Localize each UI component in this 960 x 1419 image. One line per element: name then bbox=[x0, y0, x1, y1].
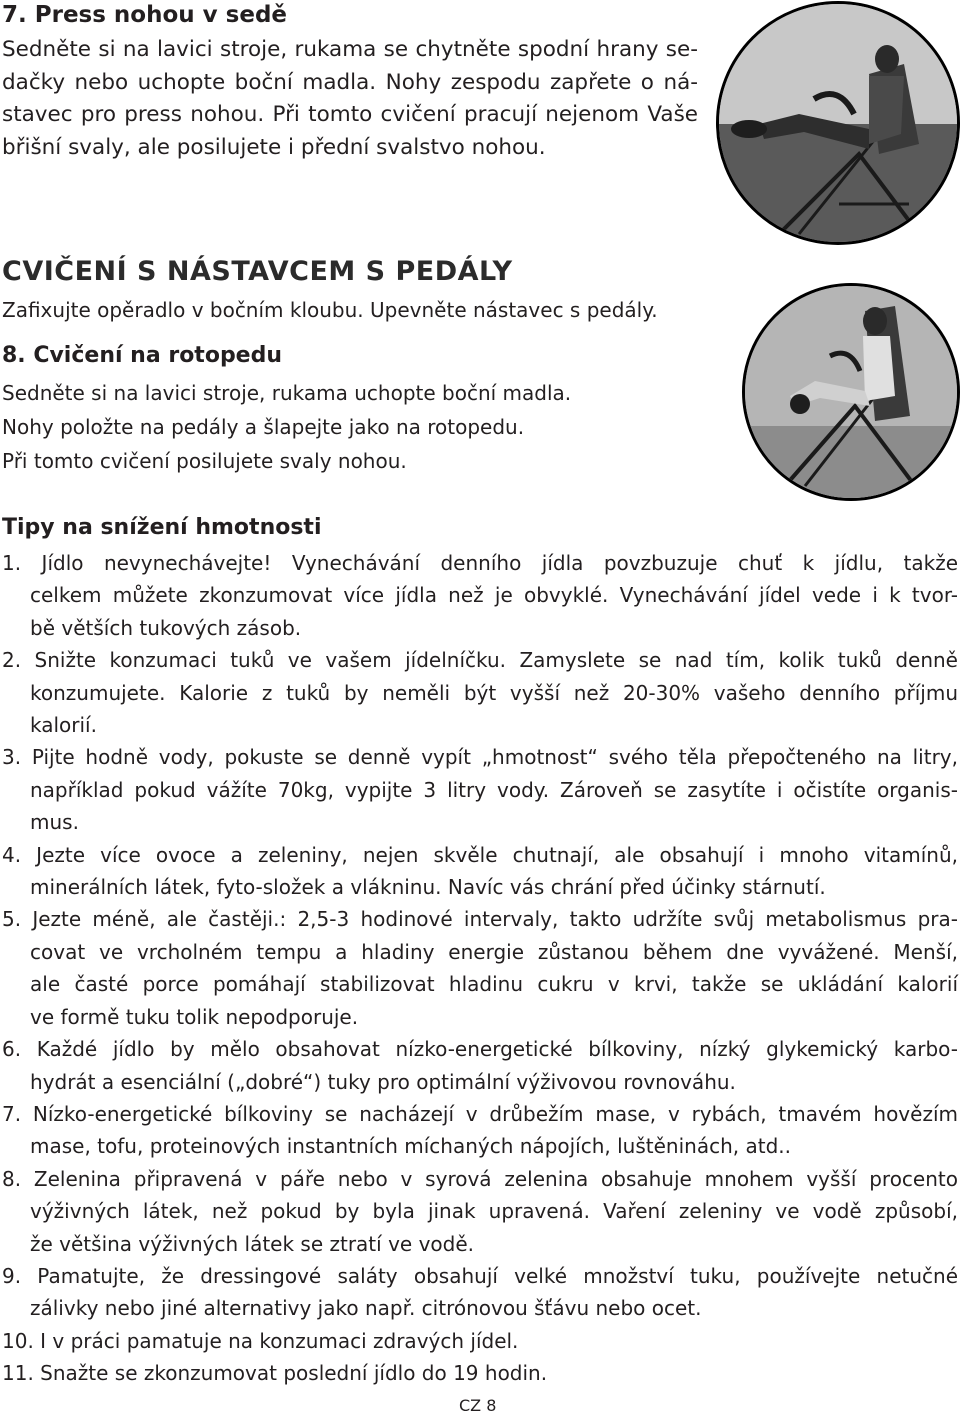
tip-line: 1. Jídlo nevynechávejte! Vynechávání denního jídla povzbuzuje chuť k jídlu, takže bbox=[2, 551, 958, 575]
tip-item bbox=[2, 839, 960, 904]
leg-press-photo bbox=[716, 1, 960, 245]
tip-line: kalorií. bbox=[30, 713, 97, 738]
tip-line: 5. Jezte méně, ale častěji.: 2,5-3 hodinové intervaly, takto udržíte svůj metabolismus pra- bbox=[2, 907, 958, 932]
weight-loss-tips-list bbox=[2, 547, 960, 1390]
tip-item bbox=[2, 1163, 960, 1260]
section-8-title: 8. Cvičení na rotopedu bbox=[2, 343, 283, 368]
section-8-line: Sedněte si na lavici stroje, rukama uchopte boční madla. bbox=[2, 381, 572, 405]
pedaling-illustration bbox=[745, 286, 957, 498]
section-7-line: břišní svaly, ale posilujete i přední svalstvo nohou. bbox=[2, 134, 546, 160]
tip-line: covat ve vrcholném tempu a hladiny energie zůstanou během dne vyvážené. Menší, bbox=[30, 939, 958, 964]
tip-line: 11. Snažte se zkonzumovat poslední jídlo do 19 hodin. bbox=[2, 1361, 548, 1386]
tip-item bbox=[2, 644, 960, 741]
tip-item bbox=[2, 741, 960, 838]
section-8-text bbox=[2, 376, 571, 478]
section-7-title: 7. Press nohou v sedě bbox=[2, 2, 288, 28]
tip-line: 6. Každé jídlo by mělo obsahovat nízko-energetické bílkoviny, nízký glykemický karbo- bbox=[2, 1037, 958, 1062]
tip-line: bě větších tukových zásob. bbox=[30, 615, 302, 640]
pedal-attachment-text: Zafixujte opěradlo v bočním kloubu. Upevněte nástavec s pedály. bbox=[2, 298, 658, 322]
tip-item bbox=[2, 547, 960, 644]
pedal-attachment-heading: CVIČENÍ S NÁSTAVCEM S PEDÁLY bbox=[2, 256, 513, 287]
tip-line: výživných látek, než pokud by byla jinak upravená. Vaření zeleniny ve vodě způsobí, bbox=[30, 1199, 958, 1224]
tip-line: že většina výživných látek se ztratí ve vodě. bbox=[30, 1231, 474, 1256]
tip-item bbox=[2, 1325, 960, 1357]
section-7-line: Sedněte si na lavici stroje, rukama se chytněte spodní hrany se- bbox=[2, 37, 698, 62]
tip-line: mus. bbox=[30, 810, 79, 835]
tip-item bbox=[2, 1033, 960, 1098]
tip-line: 3. Pijte hodně vody, pokuste se denně vypít „hmotnost“ svého těla přepočteného na litry, bbox=[2, 745, 958, 770]
section-7-line: dačky nebo uchopte boční madla. Nohy zespodu zapřete o ná- bbox=[2, 69, 698, 95]
section-7-line: stavec pro press nohou. Při tomto cvičení pracují nejenom Vaše bbox=[2, 102, 698, 127]
tip-line: 7. Nízko-energetické bílkoviny se nacházejí v drůbežím mase, v rybách, tmavém hovězím bbox=[2, 1101, 958, 1126]
section-7-text bbox=[2, 34, 702, 164]
tip-line: 2. Snižte konzumaci tuků ve vašem jídelníčku. Zamyslete se nad tím, kolik tuků denně bbox=[2, 648, 958, 673]
section-8-line: Nohy položte na pedály a šlapejte jako na rotopedu. bbox=[2, 415, 525, 439]
tip-line: 4. Jezte více ovoce a zeleniny, nejen skvěle chutnají, ale obsahují i mnoho vitamínů, bbox=[2, 842, 958, 867]
tip-line: 8. Zelenina připravená v páře nebo v syrová zelenina obsahuje mnohem vyšší procento bbox=[2, 1166, 958, 1191]
tip-line: například pokud vážíte 70kg, vypijte 3 litry vody. Zároveň se zasytíte i očistíte organis- bbox=[30, 777, 958, 802]
tip-line: konzumujete. Kalorie z tuků by neměli být vyšší než 20-30% vašeho denního příjmu bbox=[30, 680, 958, 705]
tip-item bbox=[2, 903, 960, 1033]
tip-item bbox=[2, 1357, 960, 1389]
tip-item bbox=[2, 1260, 960, 1325]
section-8-line: Při tomto cvičení posilujete svaly nohou. bbox=[2, 449, 407, 473]
tip-line: zálivky nebo jiné alternativy jako např. citrónovou šťávu nebo ocet. bbox=[30, 1296, 702, 1321]
tip-line: minerálních látek, fyto-složek a vlákninu. Navíc vás chrání před účinky stárnutí. bbox=[30, 875, 826, 900]
tip-line: hydrát a esenciální („dobré“) tuky pro optimální výživovou rovnováhu. bbox=[30, 1069, 736, 1094]
tip-line: celkem můžete zkonzumovat více jídla než je obvyklé. Vynechávání jídel vede i k tvor- bbox=[30, 583, 958, 608]
leg-press-illustration bbox=[719, 4, 957, 242]
pedaling-photo bbox=[742, 283, 960, 501]
tip-item bbox=[2, 1098, 960, 1163]
page-number: CZ 8 bbox=[459, 1396, 497, 1415]
tip-line: 9. Pamatujte, že dressingové saláty obsahují velké množství tuku, používejte netučné bbox=[2, 1263, 958, 1288]
tip-line: ve formě tuku tolik nepodporuje. bbox=[30, 1004, 359, 1029]
tip-line: ale časté porce pomáhají stabilizovat hladinu cukru v krvi, takže se ukládání kalorií bbox=[30, 972, 958, 997]
tip-line: 10. I v práci pamatuje na konzumaci zdravých jídel. bbox=[2, 1328, 519, 1353]
weight-loss-tips-title: Tipy na snížení hmotnosti bbox=[2, 515, 322, 540]
tip-line: mase, tofu, proteinových instantních míchaných nápojích, luštěninách, atd.. bbox=[30, 1134, 791, 1159]
